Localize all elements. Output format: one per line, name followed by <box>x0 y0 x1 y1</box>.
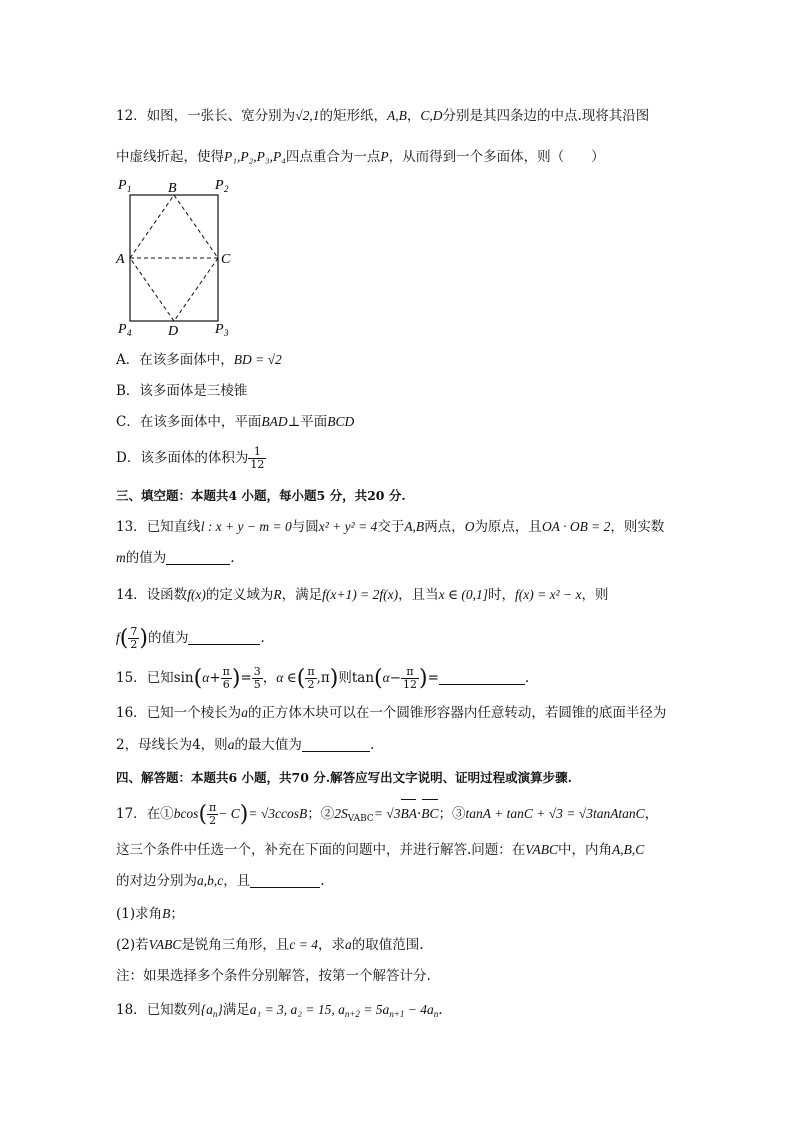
label-p2: P <box>215 178 224 193</box>
q17-line2: 这三个条件中任选一个，补充在下面的问题中，并进行解答.问题：在VABC中，内角A,B,C <box>116 842 645 858</box>
section-4-heading: 四、解答题：本题共6 小题，共70 分.解答应写出文字说明、证明过程或演算步骤. <box>116 770 573 785</box>
q17-line1: 17．在①bcos( $\frac{\pi}{2}$ − C)= √3ccosB；$②2S_{VABC}= √3BA\cdot BC$；③tanA + tanC + √3 = √3tanAtanC， <box>116 801 659 827</box>
label-p2-sub: 2 <box>224 184 229 194</box>
q15-answer-blank[interactable] <box>439 670 525 685</box>
dash-cd <box>174 258 218 321</box>
q14-line1: 14．设函数f(x)的定义域为R，满足f(x+1) = 2f(x)，且当x ∈ (0,1]时，f(x) = x² − x，则 <box>116 587 609 603</box>
q16-line2: 2，母线长为4，则a的最大值为 . <box>116 737 375 753</box>
q12-option-d: D．该多面体的体积为 $\frac{1}{12}$ <box>116 445 265 471</box>
label-p4: P <box>118 322 127 337</box>
q17-note: 注：如果选择多个条件分别解答，按第一个解答计分. <box>116 968 431 984</box>
seven-halves: $\frac{7}{2}$ <box>130 625 138 651</box>
q14-line2: f( $\frac{7}{2}$ )的值为 . <box>116 625 265 651</box>
q12-line1: 12．如图，一张长、宽分别为√2,1的矩形纸，A,B，C,D分别是其四条边的中点.现将其沿图 <box>116 108 650 124</box>
q17-part1: (1)求角B； <box>116 906 184 922</box>
label-p1: P <box>118 178 127 193</box>
label-p3: P <box>215 322 224 337</box>
q18-line1: 18．已知数列$\{a_n\}$满足a₁ = 3, a₂ = 15, $a_{n+2} = 5a_{n+1} - 4a_n$. <box>116 1002 443 1019</box>
section-3-heading: 三、填空题：本题共4 小题，每小题5 分，共20 分. <box>116 488 406 503</box>
q17-part2: (2)若VABC是锐角三角形，且c = 4，求a的取值范围. <box>116 937 424 953</box>
dash-bc <box>174 195 218 258</box>
dash-da <box>130 258 174 321</box>
label-p3-sub: 3 <box>224 328 229 338</box>
label-a: A <box>116 252 125 267</box>
dash-ab <box>130 195 174 258</box>
label-b: B <box>168 181 177 196</box>
q13-answer-blank[interactable] <box>166 550 230 565</box>
label-p1-sub: 1 <box>127 184 132 194</box>
q16-answer-blank[interactable] <box>302 737 370 752</box>
q12-option-c: C．在该多面体中，平面BAD⊥平面BCD <box>116 414 355 430</box>
q13-line1: 13．已知直线l : x + y − m = 0与圆x² + y² = 4交于A,B两点，O为原点，且OA · OB = 2，则实数 <box>116 519 665 535</box>
q17-line3: 的对边分别为a,b,c，且 . <box>116 873 325 889</box>
q16-line1: 16．已知一个棱长为a的正方体木块可以在一个圆锥形容器内任意转动，若圆锥的底面半径为 <box>116 705 667 721</box>
q14-answer-blank[interactable] <box>188 630 260 645</box>
q17-condition-blank[interactable] <box>250 873 320 888</box>
label-c: C <box>221 252 231 267</box>
q12-line2: 中虚线折起，使得P₁,P₂,P₃,P₄四点重合为一点P，从而得到一个多面体，则（ ） <box>116 149 605 165</box>
q12-figure <box>112 174 242 340</box>
q15-line: 15．已知sin(α+ $\frac{\pi}{6}$ )= $\frac{3}{5}$ ，α ∈( $\frac{\pi}{2}$ ,π)则tan(α− $\frac{\pi}{12}$ )= . <box>116 665 530 691</box>
q12-option-b: B．该多面体是三棱锥 <box>116 383 248 399</box>
q12-option-a: A．在该多面体中，BD = √2 <box>116 352 282 368</box>
volume-fraction: $\frac{1}{12}$ <box>250 445 265 471</box>
q13-line2: m的值为 . <box>116 550 235 566</box>
label-d: D <box>168 324 179 339</box>
label-p4-sub: 4 <box>127 328 132 338</box>
